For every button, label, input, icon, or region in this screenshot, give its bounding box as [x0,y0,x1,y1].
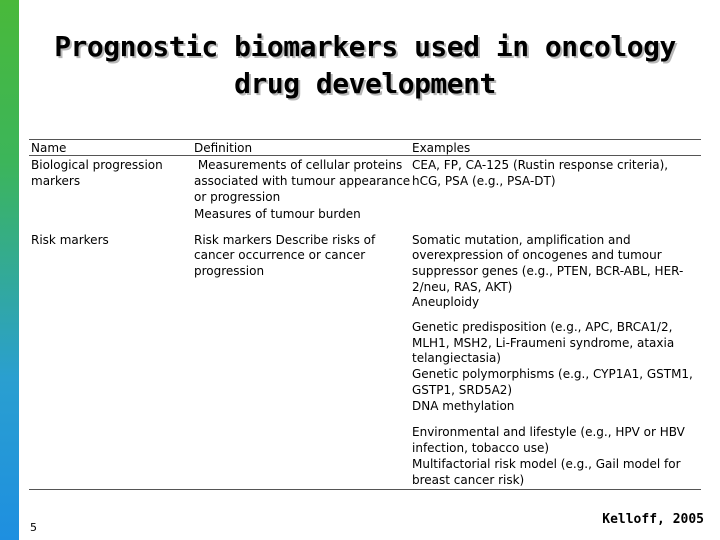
citation: Kelloff, 2005 [602,512,704,527]
header-examples: Examples [412,141,471,155]
row2-examples-line: Genetic polymorphisms (e.g., CYP1A1, GSTM1, [412,367,693,381]
row2-definition-line: Risk markers Describe risks of [194,233,376,247]
row2-examples-line: telangiectasia) [412,351,501,365]
page-number: 5 [30,521,37,534]
header-rule [29,155,701,156]
row2-examples-line: GSTP1, SRD5A2) [412,383,513,397]
row1-definition-line: Measurements of cellular proteins [194,158,403,172]
row1-definition-line: or progression [194,190,281,204]
row2-examples-line: infection, tobacco use) [412,441,550,455]
table-top-rule [29,139,701,140]
table-bottom-rule [29,489,701,490]
row1-definition-line: associated with tumour appearance [194,174,411,188]
row2-definition-line: progression [194,264,265,278]
row2-examples-line: Aneuploidy [412,295,480,309]
row2-examples-line: 2/neu, RAS, AKT) [412,280,513,294]
header-definition: Definition [194,141,253,155]
row1-definition-line: Measures of tumour burden [194,207,361,221]
row2-examples-line: Genetic predisposition (e.g., APC, BRCA1/2, [412,320,673,334]
row2-examples-line: overexpression of oncogenes and tumour [412,248,662,262]
row1-name-line: markers [31,174,81,188]
row1-name-line: Biological progression [31,158,163,172]
row1-examples-line: CEA, FP, CA-125 (Rustin response criteria), [412,158,669,172]
row2-name-line: Risk markers [31,233,109,247]
row1-examples-line: hCG, PSA (e.g., PSA-DT) [412,174,556,188]
row2-examples-line: suppressor genes (e.g., PTEN, BCR-ABL, HER- [412,264,684,278]
row2-examples-line: DNA methylation [412,399,515,413]
header-name: Name [31,141,67,155]
slide-title [40,28,690,102]
title-line-2: drug development [234,67,496,100]
row2-examples-line: MLH1, MSH2, Li-Fraumeni syndrome, ataxia [412,336,675,350]
row2-examples-line: Multifactorial risk model (e.g., Gail model for [412,457,681,471]
sidebar-accent-bar [0,0,19,540]
row2-examples-line: breast cancer risk) [412,473,525,487]
row2-examples-line: Environmental and lifestyle (e.g., HPV or HBV [412,425,685,439]
row2-definition-line: cancer occurrence or cancer [194,248,366,262]
row2-examples-line: Somatic mutation, amplification and [412,233,631,247]
title-line-1: Prognostic biomarkers used in oncology [54,30,676,63]
